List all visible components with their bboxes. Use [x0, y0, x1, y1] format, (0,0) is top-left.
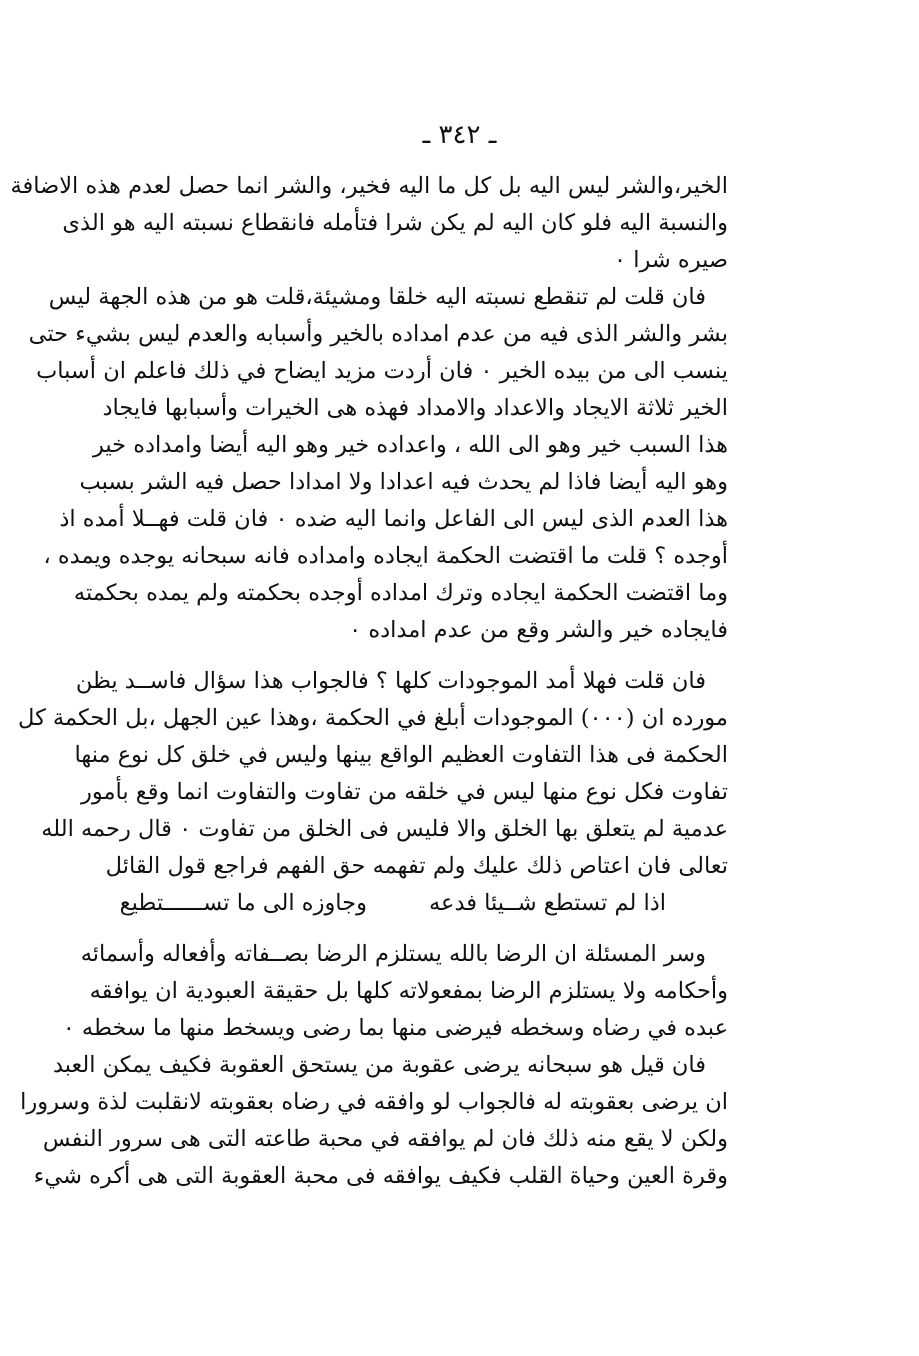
text-line: هذا العدم الذى ليس الى الفاعل وانما اليه ضده ٠ فان قلت فهــلا أمده اذ: [59, 506, 728, 532]
text-line: وقرة العين وحياة القلب فكيف يوافقه فى محبة العقوبة التى هى أكره شيء: [33, 1163, 728, 1189]
text-line: وسر المسئلة ان الرضا بالله يستلزم الرضا بصــفاته وأفعاله وأسمائه: [80, 941, 706, 967]
text-line: صيره شرا ٠: [613, 247, 728, 273]
poem-verse: [78, 885, 728, 922]
text-line: عدمية لم يتعلق بها الخلق والا فليس فى الخلق من تفاوت ٠ قال رحمه الله: [41, 816, 728, 842]
paragraph-1: [10, 168, 728, 279]
text-line: الخير،والشر ليس اليه بل كل ما اليه فخير، والشر انما حصل لعدم هذه الاضافة: [10, 173, 728, 199]
paragraph-spacer: [78, 922, 728, 936]
text-line: مورده ان (٠٠٠) الموجودات أبلغ في الحكمة ،وهذا عين الجهل ،بل الحكمة كل: [18, 705, 728, 731]
paragraph-3: [18, 663, 728, 885]
verse-second-hemistich: وجاوزه الى ما تســــــتطيع: [119, 890, 367, 916]
page-number: ـ ٣٤٢ ـ: [422, 120, 497, 150]
text-line: هذا السبب خير وهو الى الله ، واعداده خير وهو اليه أيضا وامداده خير: [92, 432, 728, 458]
text-line: وهو اليه أيضا فاذا لم يحدث فيه اعدادا ولا امدادا حصل فيه الشر بسبب: [79, 469, 728, 495]
text-line: فان قيل هو سبحانه يرضى عقوبة من يستحق العقوبة فكيف يمكن العبد: [52, 1052, 706, 1078]
text-line: وما اقتضت الحكمة ايجاده وترك امداده أوجده بحكمته ولم يمده بحكمته: [73, 580, 728, 606]
text-line: فايجاده خير والشر وقع من عدم امداده ٠: [349, 617, 728, 643]
text-line: تعالى فان اعتاص ذلك عليك ولم تفهمه حق الفهم فراجع قول القائل: [105, 853, 728, 879]
text-line: الخير ثلاثة الايجاد والاعداد والامداد فهذه هى الخيرات وأسبابها فايجاد: [102, 395, 728, 421]
text-line: ان يرضى بعقوبته له فالجواب لو وافقه في رضاه بعقوبته لانقلبت لذة وسرورا: [20, 1089, 728, 1115]
verse-first-hemistich: اذا لم تستطع شــيئا فدعه: [428, 890, 666, 916]
text-line: تفاوت فكل نوع منها ليس في خلقه من تفاوت والتفاوت انما وقع بأمور: [80, 779, 728, 805]
paragraph-4: [62, 936, 728, 1047]
text-line: ينسب الى من بيده الخير ٠ فان أردت مزيد ايضاح في ذلك فاعلم ان أسباب: [36, 358, 728, 384]
text-line: الحكمة فى هذا التفاوت العظيم الواقع بينها وليس في خلق كل نوع منها: [74, 742, 728, 768]
text-line: عبده في رضاه وسخطه فيرضى منها بما رضى ويسخط منها ما سخطه ٠: [62, 1015, 728, 1041]
text-line: بشر والشر الذى فيه من عدم امداده بالخير وأسبابه والعدم ليس بشيء حتى: [28, 321, 728, 347]
paragraph-2: [28, 279, 728, 649]
text-line: ولكن لا يقع منه ذلك فان لم يوافقه في محبة طاعته التى هى سرور النفس: [42, 1126, 728, 1152]
paragraph-spacer: [78, 649, 728, 663]
text-line: والنسبة اليه فلو كان اليه لم يكن شرا فتأمله فانقطاع نسبته اليه هو الذى: [62, 210, 728, 236]
text-line: أوجده ؟ قلت ما اقتضت الحكمة ايجاده وامداده فانه سبحانه يوجده ويمده ،: [43, 543, 728, 569]
text-line: فان قلت فهلا أمد الموجودات كلها ؟ فالجواب هذا سؤال فاســد يظن: [75, 668, 706, 694]
body-text: [10, 168, 728, 1195]
text-line: وأحكامه ولا يستلزم الرضا بمفعولاته كلها بل حقيقة العبودية ان يوافقه: [89, 978, 728, 1004]
paragraph-5: [20, 1047, 728, 1195]
text-line: فان قلت لم تنقطع نسبته اليه خلقا ومشيئة،قلت هو من هذه الجهة ليس: [48, 284, 706, 310]
